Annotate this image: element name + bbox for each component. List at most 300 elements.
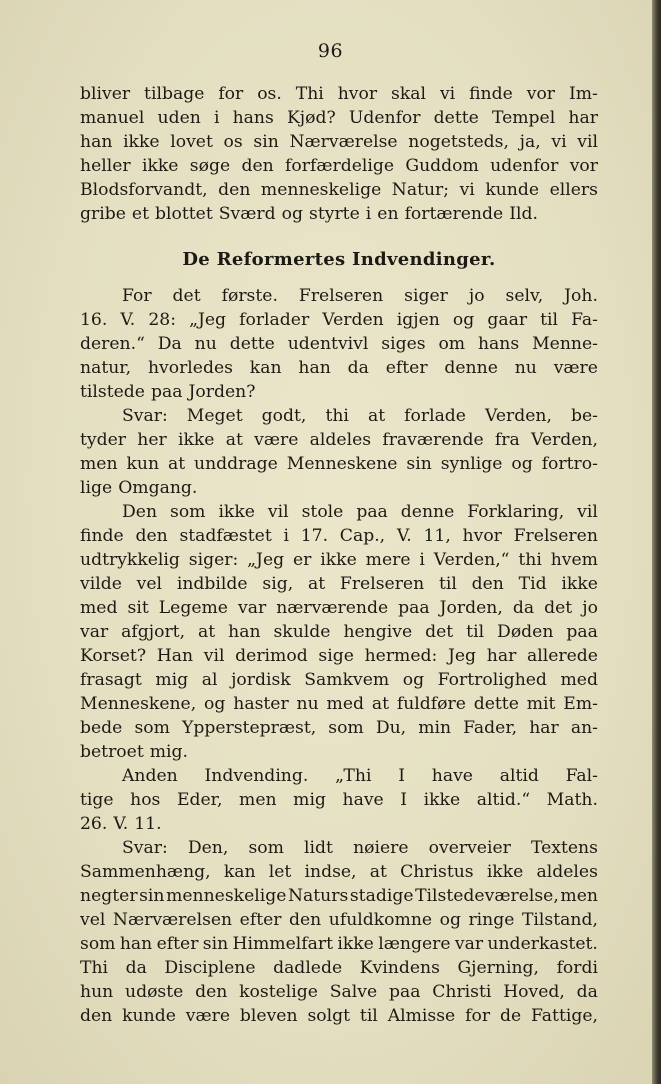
word: Textens [530, 838, 598, 858]
word: frasagt [80, 670, 142, 690]
word: Svar: [122, 406, 168, 426]
word: mig. [149, 742, 189, 762]
word: men [239, 790, 277, 810]
word: Cap., [339, 526, 386, 546]
text-line [80, 812, 598, 836]
word: som [248, 838, 284, 858]
word: vel [136, 574, 163, 594]
text-line [80, 860, 598, 884]
word: indse, [304, 862, 357, 882]
word: nu [194, 334, 217, 354]
word: stadfæstet [179, 526, 272, 546]
word: kunde [122, 1006, 176, 1026]
word: nøiere [353, 838, 409, 858]
word: natur, [80, 358, 132, 378]
word: til [359, 1006, 378, 1026]
word: skulde [273, 622, 331, 642]
word: Nærværelse [289, 132, 398, 152]
word: Tempel [491, 108, 556, 128]
word: Verden [322, 310, 384, 330]
word: Gjerning, [457, 958, 540, 978]
word: den [135, 526, 168, 546]
word: vor [569, 156, 598, 176]
word: Verden, [530, 430, 598, 450]
word: Fortrolighed [437, 670, 547, 690]
text-line [80, 452, 598, 476]
text-line [80, 476, 598, 500]
word: solgt [307, 1006, 351, 1026]
text-line [80, 154, 598, 178]
word: sige [318, 646, 354, 666]
word: en [377, 204, 399, 224]
word: ikke [337, 934, 374, 954]
word: ja, [519, 132, 541, 152]
word: stadige [349, 886, 414, 906]
text-line [80, 884, 598, 908]
word: negter [80, 886, 138, 906]
paragraph-top [80, 82, 598, 226]
word: Menneskene [286, 454, 398, 474]
word: Jeg [448, 646, 477, 666]
word: stole [301, 502, 344, 522]
word: vel [80, 910, 106, 930]
word: men [560, 886, 598, 906]
word: Fattige, [531, 1006, 598, 1026]
word: ikke [423, 790, 461, 810]
word: hvem [550, 550, 598, 570]
word: have [431, 766, 473, 786]
word: kostelige [239, 982, 318, 1002]
word: har [568, 108, 598, 128]
word: nu [514, 358, 537, 378]
word: være [185, 1006, 231, 1026]
word: vi [551, 132, 567, 152]
word: menneskelige [260, 180, 382, 200]
word: paa [388, 982, 421, 1002]
word: at [198, 622, 216, 642]
word: 16. [80, 310, 108, 330]
word: mere [365, 550, 411, 570]
word: forfærdelige [285, 156, 395, 176]
word: 28: [148, 310, 177, 330]
word: Fal- [565, 766, 598, 786]
word: tige [80, 790, 114, 810]
word: paa [398, 598, 430, 618]
word: lige [80, 478, 113, 498]
word: Salve [329, 982, 378, 1002]
word: sig, [262, 574, 294, 594]
word: afgjort, [121, 622, 186, 642]
word: indbilde [176, 574, 248, 594]
word: vilde [80, 574, 122, 594]
word: at [367, 406, 386, 426]
word: til [540, 310, 559, 330]
word: aldeles [309, 430, 372, 450]
word: menneskelige [166, 886, 287, 906]
word: Ypperstepræst, [181, 718, 317, 738]
word: mit [526, 694, 556, 714]
word: jo [582, 598, 598, 618]
word: Tilstand, [521, 910, 598, 930]
word: hans [232, 108, 274, 128]
word: udentvivl [287, 334, 369, 354]
word: søge [189, 156, 231, 176]
word: haster [233, 694, 289, 714]
word: vil [577, 132, 598, 152]
word: let [268, 862, 292, 882]
word: Forklaring, [467, 502, 565, 522]
word: siger [404, 286, 448, 306]
text-line [80, 178, 598, 202]
word: Blodsforvandt, [80, 180, 208, 200]
word: deren.“ [80, 334, 145, 354]
word: fuldføre [396, 694, 466, 714]
word: Thi [80, 958, 109, 978]
word: Math. [546, 790, 598, 810]
word: udenfor [490, 156, 559, 176]
word: hengive [343, 622, 413, 642]
text-line [80, 332, 598, 356]
word: har [529, 718, 559, 738]
word: at [307, 574, 326, 594]
word: var [454, 934, 484, 954]
word: Udenfor [348, 108, 421, 128]
word: thi [325, 406, 349, 426]
word: med [326, 694, 364, 714]
text-line [80, 380, 598, 404]
word: Im- [568, 84, 598, 104]
word: i [213, 108, 220, 128]
word: sin [202, 934, 229, 954]
word: Døden [497, 622, 554, 642]
word: „Jeg [189, 310, 227, 330]
text-line [80, 356, 598, 380]
word: 17. [300, 526, 329, 546]
word: Disciplene [164, 958, 256, 978]
word: som [80, 934, 116, 954]
word: Samkvem [304, 670, 390, 690]
word: det [544, 598, 573, 618]
word: ringe [468, 910, 515, 930]
word: denne [400, 502, 455, 522]
word: om [438, 334, 466, 354]
word: kunde [485, 180, 540, 200]
word: hvor [462, 526, 502, 546]
word: ikke [123, 132, 160, 152]
word: har [486, 646, 517, 666]
word: derimod [235, 646, 308, 666]
word: betroet [80, 742, 144, 762]
word: ellers [549, 180, 598, 200]
word: han [228, 622, 261, 642]
word: Christus [400, 862, 474, 882]
word: ikke [320, 550, 357, 570]
word: den [80, 1006, 113, 1026]
text-line [80, 548, 598, 572]
word: Verden, [485, 406, 552, 426]
word: da [125, 958, 147, 978]
word: Legeme [158, 598, 228, 618]
word: ikke [141, 156, 179, 176]
word: Hoved, [503, 982, 565, 1002]
word: bede [80, 718, 123, 738]
word: „Jeg [247, 550, 285, 570]
text-line [80, 596, 598, 620]
word: nærværende [276, 598, 389, 618]
word: Almisse [387, 1006, 456, 1026]
word: underkastet. [487, 934, 598, 954]
word: at [369, 862, 387, 882]
word: paa [566, 622, 598, 642]
text-line [80, 500, 598, 524]
word: 26. [80, 814, 108, 834]
word: og [452, 310, 475, 330]
text-line [80, 668, 598, 692]
word: Du, [375, 718, 407, 738]
text-line [80, 716, 598, 740]
word: tyder [80, 430, 127, 450]
word: I [400, 790, 408, 810]
word: er [293, 550, 312, 570]
word: bleven [239, 1006, 298, 1026]
word: ikke [177, 430, 215, 450]
word: Frelseren [298, 286, 384, 306]
word: V. [396, 526, 412, 546]
word: i [419, 550, 425, 570]
word: lidt [304, 838, 333, 858]
word: den [241, 156, 274, 176]
word: ikke [561, 574, 598, 594]
word: hermed: [364, 646, 438, 666]
word: forlader [239, 310, 310, 330]
word: og [511, 454, 533, 474]
word: Tid [518, 574, 547, 594]
text-line [80, 980, 598, 1004]
word: den [218, 180, 251, 200]
word: Svar: [122, 838, 168, 858]
word: altid.“ [476, 790, 531, 810]
word: fortro- [541, 454, 598, 474]
word: fortærende [404, 204, 504, 224]
word: det [425, 622, 454, 642]
text-line [80, 740, 598, 764]
word: overveier [428, 838, 511, 858]
word: Joh. [564, 286, 598, 306]
text-line [80, 908, 598, 932]
word: heller [80, 156, 131, 176]
word: Den, [187, 838, 229, 858]
word: at [371, 694, 389, 714]
text-line [80, 572, 598, 596]
word: udtrykkelig [80, 550, 180, 570]
text-line [80, 692, 598, 716]
word: bliver [80, 84, 131, 104]
word: ufuldkomne [328, 910, 433, 930]
word: Guddom [405, 156, 479, 176]
word: Anden [122, 766, 178, 786]
word: Frelseren [513, 526, 598, 546]
word: jo [468, 286, 485, 306]
word: Ild. [509, 204, 538, 224]
word: han [119, 934, 153, 954]
word: For [122, 286, 152, 306]
word: godt, [261, 406, 307, 426]
word: vil [267, 502, 289, 522]
text-line [80, 764, 598, 788]
word: dette [229, 334, 275, 354]
word: at [225, 430, 243, 450]
word: altid [499, 766, 539, 786]
word: længere [378, 934, 451, 954]
word: skal [391, 84, 426, 104]
word: da [576, 982, 598, 1002]
word: Tilstedeværelse, [415, 886, 559, 906]
word: være [553, 358, 598, 378]
word: dadlede [273, 958, 343, 978]
word: paa [356, 502, 388, 522]
word: Christi [432, 982, 492, 1002]
word: vi [439, 84, 456, 104]
word: finde [469, 84, 513, 104]
text-line [80, 428, 598, 452]
word: med [80, 598, 118, 618]
text-line [80, 524, 598, 548]
word: siger: [188, 550, 239, 570]
word: be- [570, 406, 598, 426]
word: vil [203, 646, 225, 666]
word: Em- [563, 694, 598, 714]
word: Menneskene, [80, 694, 197, 714]
text-line [80, 106, 598, 130]
text-line [80, 308, 598, 332]
word: Han [156, 646, 194, 666]
word: finde [80, 526, 124, 546]
word: Den [122, 502, 158, 522]
word: vor [526, 84, 556, 104]
section-heading: De Reformertes Indvendinger. [182, 249, 496, 270]
word: ikke [486, 862, 524, 882]
word: den [195, 982, 228, 1002]
text-line [80, 932, 598, 956]
text-line [80, 836, 598, 860]
word: som [134, 718, 170, 738]
text-line [80, 202, 598, 226]
text-line [80, 82, 598, 106]
word: 11, [423, 526, 451, 546]
word: os [223, 132, 243, 152]
word: gribe [80, 204, 126, 224]
word: paa [151, 382, 183, 402]
word: Sammenhæng, [80, 862, 211, 882]
word: Nærværelsen [112, 910, 233, 930]
word: Kjød? [286, 108, 336, 128]
word: var [238, 598, 267, 618]
word: han [80, 132, 113, 152]
word: styrte [309, 204, 360, 224]
word: have [342, 790, 384, 810]
text-line [80, 130, 598, 154]
word: for [465, 1006, 491, 1026]
word: han [298, 358, 331, 378]
word: nu [296, 694, 319, 714]
word: gaar [487, 310, 528, 330]
word: her [137, 430, 167, 450]
word: Indvending. [204, 766, 309, 786]
text-line [80, 956, 598, 980]
word: an- [570, 718, 598, 738]
text-line [80, 404, 598, 428]
word: Meget [186, 406, 243, 426]
word: den [471, 574, 504, 594]
word: Fa- [571, 310, 598, 330]
word: efter [385, 358, 428, 378]
word: sin [253, 132, 279, 152]
word: unddrage [194, 454, 278, 474]
text-line [80, 284, 598, 308]
text-line [80, 1004, 598, 1028]
word: fraværende [382, 430, 484, 450]
page-number: 96 [317, 40, 344, 62]
word: dette [433, 108, 479, 128]
word: som [328, 718, 364, 738]
word: I [398, 766, 406, 786]
word: og [402, 670, 425, 690]
word: al [201, 670, 218, 690]
text-line [80, 788, 598, 812]
word: fra [494, 430, 520, 450]
word: vi [459, 180, 475, 200]
word: at [167, 454, 186, 474]
word: hvor [337, 84, 378, 104]
word: og [439, 910, 461, 930]
word: Naturs [287, 886, 349, 906]
word: være [254, 430, 299, 450]
word: da [512, 598, 535, 618]
word: da [347, 358, 369, 378]
word: til [438, 574, 457, 594]
word: hun [80, 982, 114, 1002]
word: Frelseren [339, 574, 425, 594]
word: kan [223, 862, 256, 882]
word: min [418, 718, 452, 738]
word: de [499, 1006, 522, 1026]
text-line [80, 644, 598, 668]
word: allerede [527, 646, 598, 666]
text-block [80, 82, 598, 1028]
word: og [281, 204, 304, 224]
word: Sværd [218, 204, 276, 224]
word: mig [155, 670, 189, 690]
word: var [80, 622, 109, 642]
word: ikke [218, 502, 255, 522]
word: „Thi [335, 766, 372, 786]
word: Jorden? [188, 382, 256, 402]
word: V. [120, 310, 136, 330]
word: Himmelfart [232, 934, 333, 954]
word: synlige [440, 454, 503, 474]
word: V. [113, 814, 129, 834]
word: og [204, 694, 226, 714]
word: siges [381, 334, 426, 354]
word: manuel [80, 108, 145, 128]
word: Verden,“ [433, 550, 510, 570]
word: sit [127, 598, 149, 618]
word: til [466, 622, 485, 642]
word: Eder, [176, 790, 223, 810]
word: sin [406, 454, 432, 474]
word: hos [130, 790, 161, 810]
word: lovet [170, 132, 213, 152]
